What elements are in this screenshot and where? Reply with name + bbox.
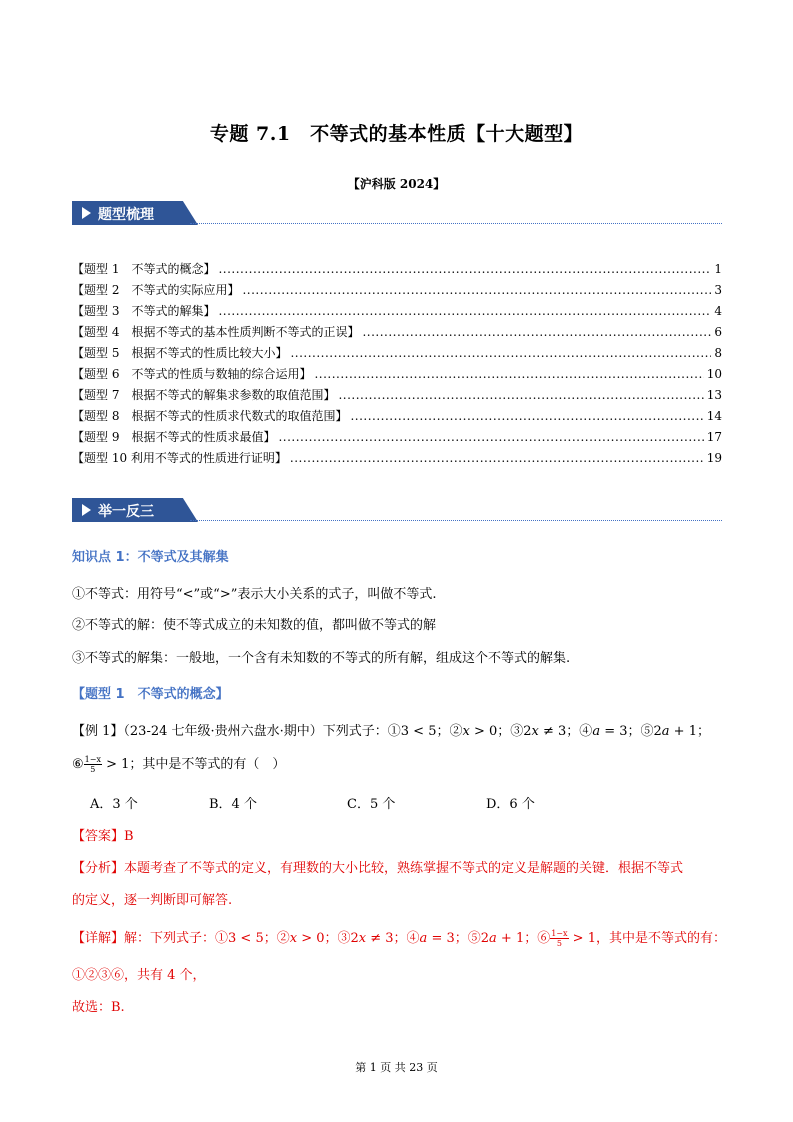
- knowledge-item: ②不等式的解：使不等式成立的未知数的值，都叫做不等式的解: [72, 618, 437, 633]
- practice-banner-label: 举一反三: [98, 504, 154, 520]
- play-icon: [82, 207, 91, 219]
- toc-entry[interactable]: [72, 448, 722, 469]
- toc-entry-label: 【题型 8 根据不等式的性质求代数式的取值范围】: [72, 409, 348, 423]
- example-line-1: 【例 1】（23-24 七年级·贵州六盘水·期中）下列式子：①3 < 5；②x > 0；③2x ≠ 3；④a = 3；⑤2a + 1；: [72, 724, 710, 739]
- toc-entry[interactable]: [72, 406, 722, 427]
- toc-entry-page: 19: [706, 451, 722, 465]
- toc-entry[interactable]: [72, 301, 722, 322]
- page-title: 专题 7.1 不等式的基本性质【十大题型】: [209, 123, 584, 145]
- toc-entry[interactable]: [72, 385, 722, 406]
- toc-entry-page: 6: [714, 325, 722, 339]
- toc-entry-label: 【题型 4 根据不等式的基本性质判断不等式的正误】: [72, 325, 360, 339]
- toc-entry-page: 17: [706, 430, 722, 444]
- fraction: $\frac{1-x}{5}$: [84, 755, 101, 774]
- toc-entry[interactable]: [72, 343, 722, 364]
- detail-tag: 【详解】: [72, 931, 125, 946]
- toc-entry[interactable]: [72, 364, 722, 385]
- detail-line-1: 【详解】解：下列式子：①3 < 5；②x > 0；③2x ≠ 3；④a = 3；⑤2a + 1；⑥ $\frac{1-x}{5}$ > 1，其中是不等式的有：: [72, 929, 726, 948]
- play-icon: [82, 504, 91, 516]
- knowledge-heading: 知识点 1：不等式及其解集: [72, 550, 229, 565]
- toc-entry-label: 【题型 1 不等式的概念】: [72, 262, 216, 276]
- answer-tag: 【答案】: [72, 829, 125, 844]
- toc-entry-label: 【题型 10 利用不等式的性质进行证明】: [72, 451, 287, 465]
- toc-entry-label: 【题型 9 根据不等式的性质求最值】: [72, 430, 276, 444]
- toc-entry-page: 3: [714, 283, 722, 297]
- toc-entry[interactable]: [72, 427, 722, 448]
- toc-entry-page: 8: [714, 346, 722, 360]
- option-c[interactable]: C．5 个: [347, 797, 396, 812]
- toc-entry-label: 【题型 5 根据不等式的性质比较大小】: [72, 346, 288, 360]
- knowledge-item: ①不等式：用符号“<”或“>”表示大小关系的式子，叫做不等式.: [72, 587, 437, 602]
- edition-label: 【沪科版 2024】: [347, 177, 446, 191]
- toc-entry[interactable]: [72, 322, 722, 343]
- option-a[interactable]: A．3 个: [90, 797, 138, 812]
- toc-entry-page: 4: [714, 304, 722, 318]
- toc-entry-page: 10: [706, 367, 722, 381]
- example-source: （23-24 七年级·贵州六盘水·期中）下列式子：: [123, 724, 388, 739]
- option-b[interactable]: B．4 个: [209, 797, 257, 812]
- analysis-line-2: 的定义，逐一判断即可解答.: [72, 893, 233, 908]
- table-of-contents: [72, 259, 722, 469]
- toc-banner-label: 题型梳理: [98, 207, 154, 223]
- analysis-tag: 【分析】: [72, 861, 125, 876]
- option-d[interactable]: D．6 个: [486, 797, 535, 812]
- example-line-2: ⑥ $\frac{1-x}{5}$ > 1；其中是不等式的有（ ）: [72, 755, 286, 774]
- practice-banner: [72, 498, 722, 522]
- toc-entry-label: 【题型 7 根据不等式的解集求参数的取值范围】: [72, 388, 336, 402]
- answer-line: [72, 825, 134, 844]
- question-type-heading: 【题型 1 不等式的概念】: [72, 687, 229, 702]
- knowledge-item: ③不等式的解集：一般地，一个含有未知数的不等式的所有解，组成这个不等式的解集.: [72, 651, 571, 666]
- toc-entry[interactable]: [72, 259, 722, 280]
- toc-entry[interactable]: [72, 280, 722, 301]
- toc-entry-label: 【题型 3 不等式的解集】: [72, 304, 216, 318]
- toc-entry-label: 【题型 6 不等式的性质与数轴的综合运用】: [72, 367, 312, 381]
- fraction: $\frac{1-x}{5}$: [551, 929, 568, 948]
- toc-entry-page: 14: [706, 409, 722, 423]
- page-footer: 第 1 页 共 23 页: [355, 1061, 438, 1074]
- answer-value: B: [124, 829, 134, 844]
- dotted-divider: [190, 520, 722, 521]
- toc-entry-page: 13: [706, 388, 722, 402]
- analysis-line-1: 【分析】本题考查了不等式的定义，有理数的大小比较，熟练掌握不等式的定义是解题的关键．根据不等式: [72, 861, 684, 876]
- dotted-divider: [190, 223, 722, 224]
- toc-entry-label: 【题型 2 不等式的实际应用】: [72, 283, 240, 297]
- detail-line-3: 故选：B.: [72, 1000, 125, 1015]
- detail-line-2: ①②③⑥，共有 4 个，: [72, 968, 206, 983]
- toc-entry-page: 1: [714, 262, 722, 276]
- toc-banner: [72, 201, 722, 225]
- example-tag: 【例 1】: [72, 724, 124, 739]
